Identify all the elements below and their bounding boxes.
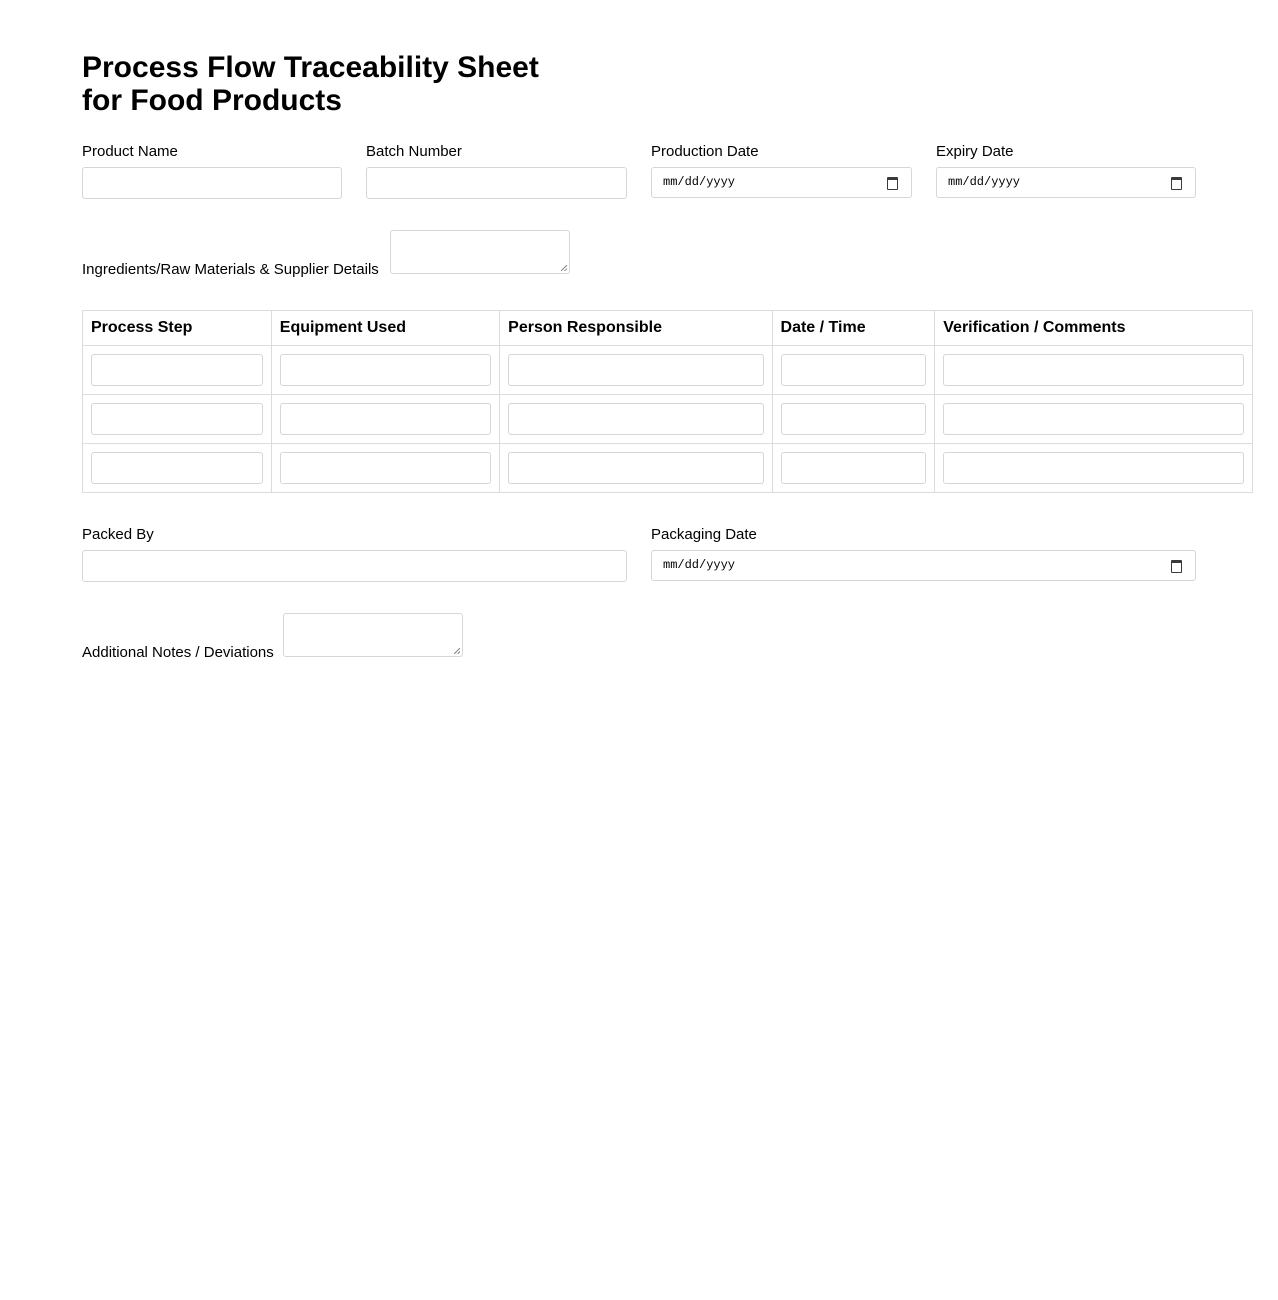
- expiry-date-placeholder: mm/dd/yyyy: [948, 175, 1021, 189]
- expiry-date-input[interactable]: [936, 167, 1196, 198]
- batch-number-label: Batch Number: [366, 143, 462, 160]
- production-date-placeholder: mm/dd/yyyy: [663, 175, 736, 189]
- cell: [935, 444, 1253, 493]
- product-name-label: Product Name: [82, 143, 178, 160]
- process-step-input[interactable]: [91, 403, 263, 435]
- packaging-date-input[interactable]: [651, 550, 1196, 581]
- table-row: [83, 395, 1253, 444]
- date-time-input[interactable]: [781, 452, 927, 484]
- packaging-date-field: [651, 526, 1196, 581]
- page-title: Process Flow Traceability Sheet for Food Products: [82, 51, 539, 117]
- product-name-input[interactable]: [82, 167, 342, 199]
- column-header: Person Responsible: [500, 311, 772, 346]
- table-row: [83, 346, 1253, 395]
- notes-label: Additional Notes / Deviations: [82, 644, 274, 661]
- cell: [83, 444, 272, 493]
- equipment-used-input[interactable]: [280, 354, 491, 386]
- person-responsible-input[interactable]: [508, 452, 763, 484]
- expiry-date-field: [936, 143, 1196, 198]
- column-header: Process Step: [83, 311, 272, 346]
- production-date-input[interactable]: [651, 167, 912, 198]
- column-header: Date / Time: [772, 311, 935, 346]
- date-time-input[interactable]: [781, 403, 927, 435]
- notes-field: [82, 613, 482, 663]
- batch-number-input[interactable]: [366, 167, 627, 199]
- verification-comments-input[interactable]: [943, 452, 1244, 484]
- person-responsible-input[interactable]: [508, 403, 763, 435]
- cell: [935, 346, 1253, 395]
- production-date-field: [651, 143, 912, 198]
- verification-comments-input[interactable]: [943, 354, 1244, 386]
- expiry-date-label: Expiry Date: [936, 143, 1014, 160]
- table-row: [83, 444, 1253, 493]
- cell: [772, 346, 935, 395]
- equipment-used-input[interactable]: [280, 403, 491, 435]
- cell: [500, 395, 772, 444]
- date-time-input[interactable]: [781, 354, 927, 386]
- process-table: [82, 310, 1253, 493]
- ingredients-textarea[interactable]: [390, 230, 570, 274]
- packaging-date-label: Packaging Date: [651, 526, 757, 543]
- product-name-field: [82, 143, 342, 199]
- notes-textarea[interactable]: [283, 613, 463, 657]
- table-header-row: [83, 311, 1253, 346]
- resize-grip-icon[interactable]: [454, 648, 460, 654]
- calendar-icon[interactable]: [887, 177, 898, 190]
- cell: [500, 346, 772, 395]
- verification-comments-input[interactable]: [943, 403, 1244, 435]
- packed-by-field: [82, 526, 627, 582]
- equipment-used-input[interactable]: [280, 452, 491, 484]
- column-header: Equipment Used: [271, 311, 499, 346]
- production-date-label: Production Date: [651, 143, 759, 160]
- packed-by-input[interactable]: [82, 550, 627, 582]
- cell: [772, 444, 935, 493]
- ingredients-field: [82, 230, 582, 280]
- batch-number-field: [366, 143, 627, 199]
- calendar-icon[interactable]: [1171, 560, 1182, 573]
- packed-by-label: Packed By: [82, 526, 154, 543]
- resize-grip-icon[interactable]: [561, 265, 567, 271]
- cell: [83, 395, 272, 444]
- calendar-icon[interactable]: [1171, 177, 1182, 190]
- packaging-date-placeholder: mm/dd/yyyy: [663, 558, 736, 572]
- person-responsible-input[interactable]: [508, 354, 763, 386]
- cell: [500, 444, 772, 493]
- cell: [83, 346, 272, 395]
- cell: [271, 395, 499, 444]
- ingredients-label: Ingredients/Raw Materials & Supplier Details: [82, 261, 379, 278]
- cell: [772, 395, 935, 444]
- cell: [935, 395, 1253, 444]
- column-header: Verification / Comments: [935, 311, 1253, 346]
- cell: [271, 444, 499, 493]
- process-step-input[interactable]: [91, 452, 263, 484]
- cell: [271, 346, 499, 395]
- process-step-input[interactable]: [91, 354, 263, 386]
